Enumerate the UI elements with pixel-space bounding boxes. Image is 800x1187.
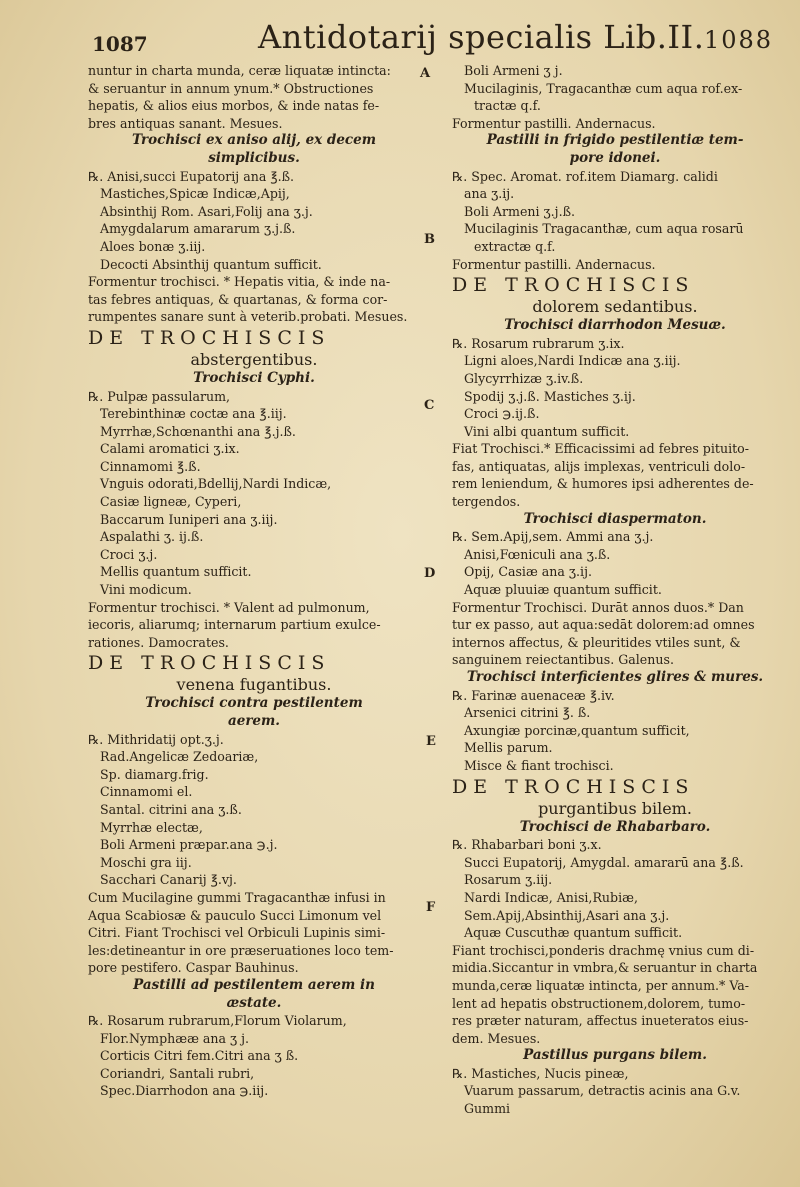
text-line: Vini albi quantum sufficit. bbox=[464, 423, 630, 439]
text-line: extractæ q.f. bbox=[474, 238, 556, 254]
text-line: Sacchari Canarij ℥.vj. bbox=[100, 872, 237, 888]
text-line: ℞. Rhabarbari boni ʒ.x. bbox=[452, 837, 602, 853]
text-line: Sem.Apij,Absinthij,Asari ana ʒ.j. bbox=[464, 907, 670, 923]
section-subheading: dolorem sedantibus. bbox=[532, 297, 698, 317]
text-line: Mucilaginis Tragacanthæ, cum aqua rosarū bbox=[464, 221, 744, 237]
section-heading: DE TROCHISCIS bbox=[452, 274, 695, 297]
text-line: Rad.Angelicæ Zedoariæ, bbox=[100, 749, 259, 765]
text-line: Ligni aloes,Nardi Indicæ ana ʒ.iij. bbox=[464, 353, 681, 369]
text-line: Boli Armeni ʒ.j.ß. bbox=[464, 203, 575, 219]
text-line: & seruantur in annum ynum.* Obstructiones bbox=[88, 80, 374, 96]
text-line: bres antiquas sanant. Mesues. bbox=[88, 115, 283, 131]
text-line: Vnguis odorati,Bdellij,Nardi Indicæ, bbox=[100, 476, 332, 492]
text-line: midia.Siccantur in vmbra,& seruantur in charta bbox=[452, 960, 758, 976]
text-line: ℞. Mithridatij opt.ʒ.j. bbox=[88, 731, 224, 747]
recipe-title: Trochisci ex aniso alij, ex decem bbox=[131, 132, 377, 149]
text-line: Casiæ ligneæ, Cyperi, bbox=[100, 494, 242, 510]
text-line: Nardi Indicæ, Anisi,Rubiæ, bbox=[464, 889, 638, 905]
text-line: pore pestifero. Caspar Bauhinus. bbox=[88, 960, 299, 976]
page-number-right: 1088 bbox=[704, 26, 774, 54]
text-line: rumpentes sanare sunt à veterib.probati. Mesues. bbox=[88, 309, 408, 325]
recipe-title: Trochisci diaspermaton. bbox=[523, 510, 707, 527]
text-line: munda,ceræ liquatæ intincta, per annum.* Va- bbox=[452, 977, 750, 993]
text-line: Decocti Absinthij quantum sufficit. bbox=[100, 256, 322, 272]
text-line: Gummi bbox=[464, 1101, 511, 1117]
text-line: Aqua Scabiosæ & pauculo Succi Limonum vel bbox=[88, 907, 382, 923]
left-column bbox=[88, 62, 420, 1100]
right-column bbox=[452, 62, 778, 1118]
margin-letter-e: E bbox=[426, 734, 436, 749]
margin-letter-d: D bbox=[424, 566, 436, 581]
text-line: Corticis Citri fem.Citri ana ʒ ß. bbox=[100, 1048, 299, 1064]
text-line: Cinnamomi el. bbox=[100, 784, 193, 800]
text-line: Formentur Trochisci. Durāt annos duos.* Dan bbox=[452, 599, 744, 615]
page-header bbox=[0, 18, 800, 62]
recipe-title: æstate. bbox=[226, 994, 282, 1011]
text-line: Glycyrrhizæ ʒ.iv.ß. bbox=[464, 370, 584, 386]
text-line: fas, antiquatas, alijs implexas, ventriculi dolo- bbox=[452, 458, 746, 474]
text-line: Formentur pastilli. Andernacus. bbox=[452, 256, 656, 272]
text-line: Citri. Fiant Trochisci vel Orbiculi Lupinis simi- bbox=[88, 925, 386, 941]
section-subheading: abstergentibus. bbox=[190, 349, 318, 369]
text-line: ℞. Pulpæ passularum, bbox=[88, 388, 231, 404]
text-line: Mellis quantum sufficit. bbox=[100, 564, 252, 580]
text-line: Mucilaginis, Tragacanthæ cum aqua rof.ex- bbox=[464, 80, 743, 96]
text-line: sanguinem reiectantibus. Galenus. bbox=[452, 652, 674, 668]
text-line: Formentur pastilli. Andernacus. bbox=[452, 115, 656, 131]
text-line: Aquæ Cuscuthæ quantum sufficit. bbox=[464, 925, 683, 941]
section-heading: DE TROCHISCIS bbox=[452, 775, 695, 798]
text-line: Rosarum ʒ.iij. bbox=[464, 872, 553, 888]
text-line: Mellis parum. bbox=[464, 740, 553, 756]
text-line: Formentur trochisci. * Valent ad pulmonum, bbox=[88, 599, 370, 615]
text-line: Vuarum passarum, detractis acinis ana G.v. bbox=[464, 1083, 741, 1099]
recipe-title: Trochisci de Rhabarbaro. bbox=[519, 818, 711, 835]
text-line: hepatis, & alios eius morbos, & inde natas fe- bbox=[88, 98, 380, 114]
text-line: ℞. Mastiches, Nucis pineæ, bbox=[452, 1065, 629, 1081]
section-heading: DE TROCHISCIS bbox=[88, 652, 331, 675]
text-line: ℞. Rosarum rubrarum,Florum Violarum, bbox=[88, 1013, 347, 1029]
text-line: Myrrhæ electæ, bbox=[100, 819, 203, 835]
text-line: Arsenici citrini ℥. ß. bbox=[464, 705, 591, 721]
text-line: tur ex passo, aut aqua:sedāt dolorem:ad omnes bbox=[452, 617, 755, 633]
recipe-title: Pastilli ad pestilentem aerem in bbox=[133, 976, 375, 993]
section-subheading: venena fugantibus. bbox=[176, 675, 332, 695]
recipe-title: aerem. bbox=[227, 713, 281, 729]
text-line: Calami aromatici ʒ.ix. bbox=[100, 441, 240, 457]
text-line: Mastiches,Spicæ Indicæ,Apij, bbox=[100, 186, 290, 202]
text-line: Misce & fiant trochisci. bbox=[464, 757, 614, 773]
text-line: Croci ʒ.j. bbox=[100, 546, 158, 562]
text-line: Aspalathi ʒ. ij.ß. bbox=[100, 529, 204, 545]
text-line: nuntur in charta munda, ceræ liquatæ intincta: bbox=[88, 63, 391, 78]
text-line: Opij, Casiæ ana ʒ.ij. bbox=[464, 564, 592, 580]
recipe-title: Trochisci contra pestilentem bbox=[145, 695, 363, 712]
text-line: Spec.Diarrhodon ana ℈.iij. bbox=[100, 1083, 269, 1099]
section-subheading: purgantibus bilem. bbox=[538, 798, 692, 818]
text-line: rationes. Damocrates. bbox=[88, 634, 229, 650]
text-line: ℞. Rosarum rubrarum ʒ.ix. bbox=[452, 335, 625, 351]
text-line: Sp. diamarg.frig. bbox=[100, 766, 209, 782]
text-line: Formentur trochisci. * Hepatis vitia, & inde na- bbox=[88, 274, 391, 290]
section-heading: DE TROCHISCIS bbox=[88, 326, 331, 349]
text-line: ℞. Farinæ auenaceæ ℥.iv. bbox=[452, 687, 615, 703]
text-line: Santal. citrini ana ʒ.ß. bbox=[100, 801, 242, 817]
text-line: Axungiæ porcinæ,quantum sufficit, bbox=[464, 722, 690, 738]
text-line: ℞. Spec. Aromat. rof.item Diamarg. calidi bbox=[452, 168, 718, 184]
text-line: Fiat Trochisci.* Efficacissimi ad febres pituito- bbox=[452, 441, 749, 457]
recipe-title: simplicibus. bbox=[208, 149, 300, 166]
text-line: tas febres antiquas, & quartanas, & forma cor- bbox=[88, 291, 388, 307]
text-line: Moschi gra iij. bbox=[100, 854, 192, 870]
page-number-left: 1087 bbox=[92, 32, 148, 56]
text-line: ℞. Sem.Apij,sem. Ammi ana ʒ.j. bbox=[452, 529, 654, 545]
text-line: res præter naturam, affectus inueteratos eius- bbox=[452, 1013, 749, 1029]
text-line: Myrrhæ,Schœnanthi ana ℥.j.ß. bbox=[100, 423, 296, 439]
text-line: Coriandri, Santali rubri, bbox=[100, 1065, 255, 1081]
recipe-title: Trochisci diarrhodon Mesuæ. bbox=[504, 317, 726, 334]
text-line: tergendos. bbox=[452, 494, 521, 510]
text-line: Boli Armeni ʒ j. bbox=[464, 63, 563, 78]
text-line: Absinthij Rom. Asari,Folij ana ʒ.j. bbox=[100, 203, 313, 219]
text-line: Aloes bonæ ʒ.iij. bbox=[100, 238, 206, 254]
margin-letter-c: C bbox=[424, 398, 435, 413]
margin-letter-b: B bbox=[424, 232, 435, 247]
recipe-title: pore idonei. bbox=[569, 149, 661, 166]
text-line: Amygdalarum amararum ʒ.j.ß. bbox=[100, 221, 296, 237]
text-line: dem. Mesues. bbox=[452, 1030, 541, 1046]
margin-letter-a: A bbox=[420, 66, 431, 81]
text-line: Spodij ʒ.j.ß. Mastiches ʒ.ij. bbox=[464, 388, 636, 404]
text-line: Baccarum Iuniperi ana ʒ.iij. bbox=[100, 511, 278, 527]
text-line: iecoris, aliarumq; internarum partium exulce- bbox=[88, 617, 381, 633]
recipe-title: Pastillus purgans bilem. bbox=[523, 1047, 707, 1064]
text-line: rem leniendum, & humores ipsi adherentes de- bbox=[452, 476, 754, 492]
recipe-title: Trochisci Cyphi. bbox=[193, 369, 315, 386]
text-line: Anisi,Fœniculi ana ʒ.ß. bbox=[464, 546, 611, 562]
text-line: Cum Mucilagine gummi Tragacanthæ infusi in bbox=[88, 889, 386, 905]
text-line: internos affectus, & pleuritides vtiles sunt, & bbox=[452, 634, 741, 650]
recipe-title: Trochisci interficientes glires & mures. bbox=[466, 669, 764, 685]
text-line: tractæ q.f. bbox=[474, 98, 541, 114]
margin-letter-f: F bbox=[426, 900, 436, 915]
text-line: les:detineantur in ore præseruationes loco tem- bbox=[88, 942, 394, 958]
text-line: lent ad hepatis obstructionem,dolorem, tumo- bbox=[452, 995, 746, 1011]
text-line: ana ʒ.ij. bbox=[464, 186, 515, 202]
text-line: Succi Eupatorij, Amygdal. amararū ana ℥.ß. bbox=[464, 854, 744, 870]
text-line: Fiant trochisci,ponderis drachmę vnius cum di- bbox=[452, 942, 755, 958]
text-line: Vini modicum. bbox=[100, 582, 192, 598]
text-line: Aquæ pluuiæ quantum sufficit. bbox=[464, 582, 662, 598]
text-line: Boli Armeni præpar.ana ℈.j. bbox=[100, 837, 278, 853]
running-title: Antidotarij specialis Lib.II. bbox=[258, 18, 705, 56]
text-line: Cinnamomi ℥.ß. bbox=[100, 458, 201, 474]
text-line: Flor.Nymphææ ana ʒ j. bbox=[100, 1030, 250, 1046]
text-line: Terebinthinæ coctæ ana ℥.iij. bbox=[100, 406, 287, 422]
recipe-title: Pastilli in frigido pestilentiæ tem- bbox=[486, 132, 744, 149]
text-line: Croci ℈.ij.ß. bbox=[464, 406, 540, 422]
text-line: ℞. Anisi,succi Eupatorij ana ℥.ß. bbox=[88, 168, 295, 184]
